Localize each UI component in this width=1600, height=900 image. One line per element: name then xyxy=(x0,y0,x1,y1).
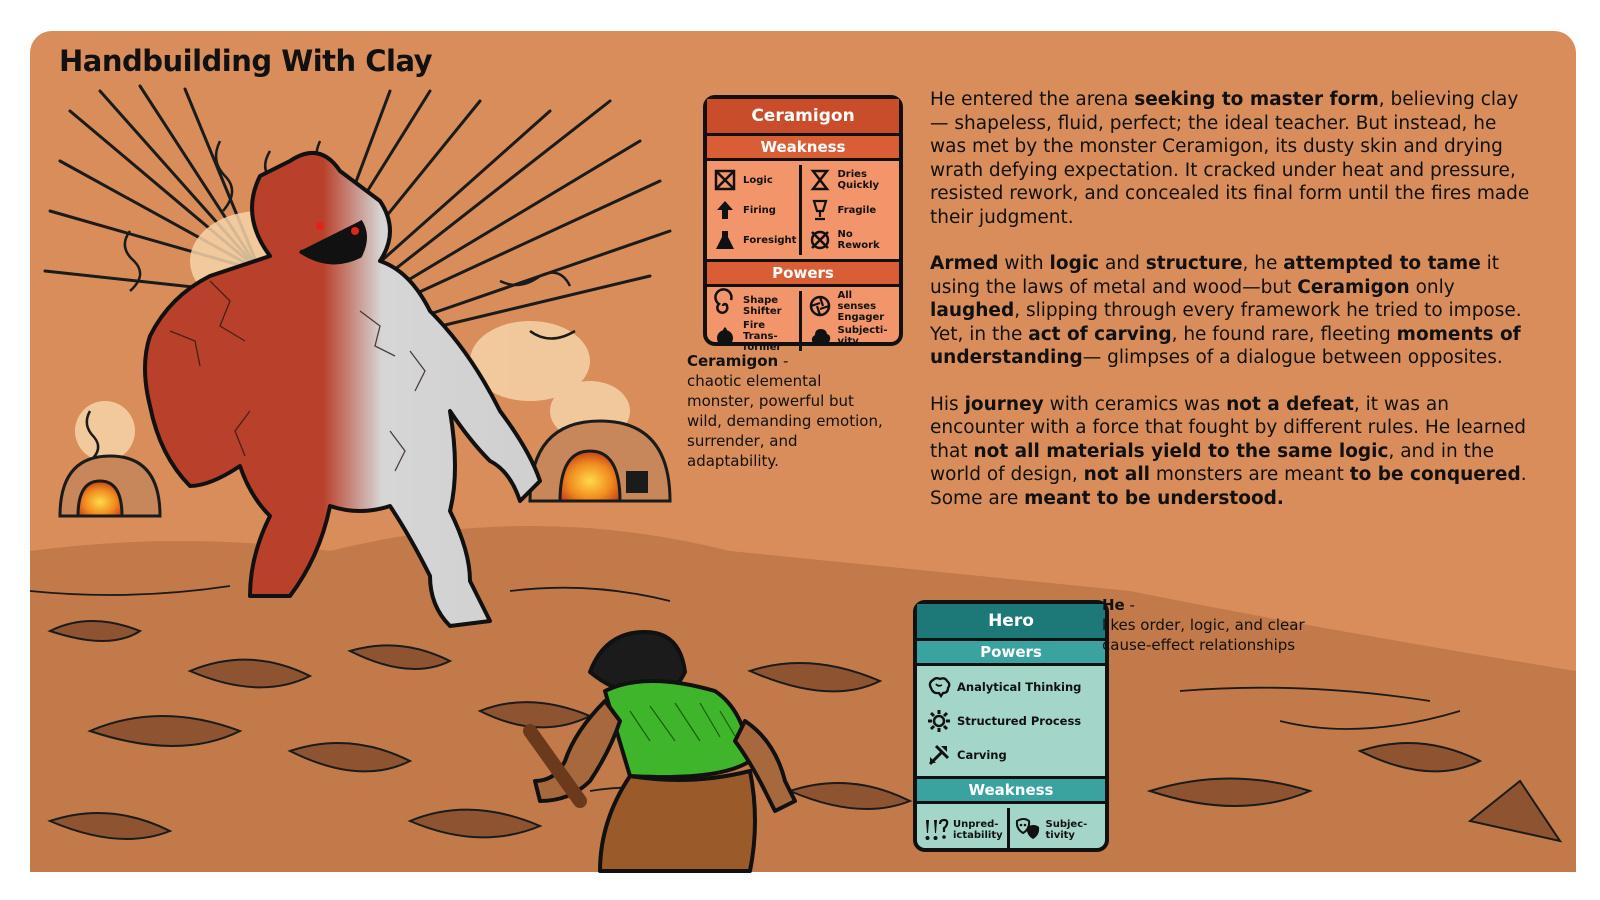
hero-weakness-grid xyxy=(917,804,1105,856)
weakness-logic xyxy=(713,165,799,195)
ceramigon-card-title: Ceramigon xyxy=(707,99,899,133)
story-p3-s11: meant to be understood. xyxy=(1024,487,1284,509)
weakness-firing-label: Firing xyxy=(743,204,776,216)
story-p2-s4: structure xyxy=(1145,253,1243,274)
power-analytical-thinking xyxy=(927,670,1095,704)
hero-powers-header: Powers xyxy=(917,638,1105,666)
story-p3-s3: not a defeat xyxy=(1226,393,1354,415)
fire-pot-icon xyxy=(713,324,737,348)
story-p3-s6: , and in the world of design, xyxy=(930,440,1495,485)
story-p2-s13: , he found rare, fleeting xyxy=(1171,323,1397,345)
weakness-dries-label: Dries Quickly xyxy=(837,169,880,191)
ceramigon-desc-name: Ceramigon xyxy=(687,352,779,370)
poster-panel xyxy=(30,31,1576,872)
story-p3-s5: not all materials yield to the same logic xyxy=(973,440,1389,462)
power-fire-transformer xyxy=(713,321,799,351)
hero-desc-text: likes order, logic, and clear cause-effect relationships xyxy=(1102,616,1305,654)
swirl-icon xyxy=(713,294,737,318)
story-p2-s8: Ceramigon xyxy=(1297,276,1410,298)
story-p2-s0: Armed xyxy=(930,253,999,274)
ceramigon-powers-grid xyxy=(707,287,899,355)
story-p2-s5: , he xyxy=(1242,253,1284,274)
weakness-logic-label: Logic xyxy=(743,174,773,186)
story-p1-s1: seeking to master form xyxy=(1134,89,1379,110)
power-shape-shifter-label: Shape Shifter xyxy=(743,295,782,317)
weakness-unpredictability-label: Unpred-ictability xyxy=(953,819,1003,841)
weakness-no-rework xyxy=(808,225,894,255)
hero-powers-list xyxy=(917,666,1105,776)
tools-icon xyxy=(927,743,951,767)
ceramigon-weakness-col-right xyxy=(799,165,894,255)
aperture-icon xyxy=(808,294,832,318)
story-p3-s4: , it was an encounter with a force that fought by different rules. He learned that xyxy=(930,393,1527,462)
ceramigon-powers-col-left xyxy=(713,291,799,351)
hero-weakness-header: Weakness xyxy=(917,776,1105,804)
story-p3-s8: monsters are meant xyxy=(1150,464,1350,485)
story-p2-s10: laughed xyxy=(930,300,1015,321)
hourglass-icon xyxy=(808,168,832,192)
ceramigon-desc-text: chaotic elemental monster, powerful but wild, demanding emotion, surrender, and adaptability. xyxy=(687,372,883,470)
story-p1-s2: , believing clay — shapeless, fluid, perfect; the ideal teacher. But instead, he was met by the monster Ceramigon, its dusty skin and drying wrath defying expectation. It cracked under heat and pressure, resisted rework, and concealed its final form until the fires made their judgment. xyxy=(930,89,1530,228)
story-p2-s9: only xyxy=(1409,276,1455,298)
weakness-fragile-label: Fragile xyxy=(837,204,877,216)
story-paragraph-2 xyxy=(930,252,1530,370)
hero-weakness-col-left xyxy=(923,808,1007,852)
power-carving xyxy=(927,738,1095,772)
ceramigon-weakness-grid xyxy=(707,161,899,259)
kiln-left xyxy=(60,456,160,516)
hero-description xyxy=(1102,595,1342,655)
story-p3-s0: His xyxy=(930,393,965,415)
story-p2-s14: moments of understanding xyxy=(930,323,1521,368)
power-subjectivity-label: Subjecti-vity xyxy=(837,325,888,347)
hero-card-title: Hero xyxy=(917,604,1105,638)
power-fire-transformer-label: Fire Trans-former xyxy=(743,319,782,353)
power-all-senses xyxy=(808,291,894,321)
story-p3-s9: to be conquered xyxy=(1349,464,1521,485)
hero-desc-dash: - xyxy=(1124,596,1135,614)
power-all-senses-label: All senses Engager xyxy=(837,289,885,323)
story-p2-s15: — glimpses of a dialogue between opposites. xyxy=(1082,347,1503,368)
arrow-up-icon xyxy=(713,198,737,222)
story-p3-s7: not all xyxy=(1083,464,1151,485)
story-p1-s0: He entered the arena xyxy=(930,89,1135,110)
no-rework-icon xyxy=(808,228,832,252)
power-structured-label: Structured Process xyxy=(957,713,1082,728)
kiln-right xyxy=(530,421,670,501)
ceramigon-weakness-header: Weakness xyxy=(707,133,899,161)
hero-card xyxy=(913,600,1109,852)
story-p2-s11: , slipping through every framework he tried to impose. Yet, in the xyxy=(930,300,1522,345)
weakness-fragile xyxy=(808,195,894,225)
ceramigon-card xyxy=(703,95,903,353)
ceramigon-powers-header: Powers xyxy=(707,259,899,287)
page-title: Handbuilding With Clay xyxy=(59,44,433,78)
story-paragraph-3 xyxy=(930,393,1530,511)
ceramigon-desc-dash: - xyxy=(778,352,789,370)
power-subjectivity xyxy=(808,321,894,351)
ceramigon-powers-col-right xyxy=(799,291,894,351)
weakness-subjectivity xyxy=(1016,808,1100,852)
story-p3-s2: with ceramics was xyxy=(1043,393,1227,415)
story-p2-s1: with xyxy=(998,253,1050,274)
broken-cup-icon xyxy=(808,198,832,222)
ceramigon-weakness-col-left xyxy=(713,165,799,255)
story-p2-s3: and xyxy=(1099,253,1146,274)
power-carving-label: Carving xyxy=(957,747,1007,762)
weakness-firing xyxy=(713,195,799,225)
weakness-subjectivity-label: Subjec-tivity xyxy=(1045,819,1088,841)
logic-icon xyxy=(713,168,737,192)
story-text xyxy=(930,88,1530,533)
hero-weakness-col-right xyxy=(1007,808,1100,852)
exclaim-question-icon xyxy=(923,818,947,842)
gear-icon xyxy=(927,709,951,733)
weakness-foresight-label: Foresight xyxy=(743,234,797,246)
power-shape-shifter xyxy=(713,291,799,321)
weakness-unpredictability xyxy=(923,808,1007,852)
ceramigon-description xyxy=(687,351,887,471)
cloud-icon xyxy=(808,324,832,348)
power-structured-process xyxy=(927,704,1095,738)
story-p2-s6: attempted to tame xyxy=(1283,253,1481,274)
weakness-foresight xyxy=(713,225,799,255)
masks-icon xyxy=(1016,818,1040,842)
weakness-no-rework-label: No Rework xyxy=(837,229,880,251)
power-analytical-label: Analytical Thinking xyxy=(957,679,1082,694)
story-p3-s10: . Some are xyxy=(930,464,1527,509)
story-p2-s2: logic xyxy=(1049,253,1100,274)
weakness-dries-quickly xyxy=(808,165,894,195)
brain-icon xyxy=(927,675,951,699)
story-p2-s7: it using the laws of metal and wood—but xyxy=(930,253,1500,298)
flask-icon xyxy=(713,228,737,252)
story-p2-s12: act of carving xyxy=(1028,323,1172,345)
story-p3-s1: journey xyxy=(964,393,1044,415)
story-paragraph-1 xyxy=(930,88,1530,229)
hero-desc-name: He xyxy=(1102,596,1125,614)
